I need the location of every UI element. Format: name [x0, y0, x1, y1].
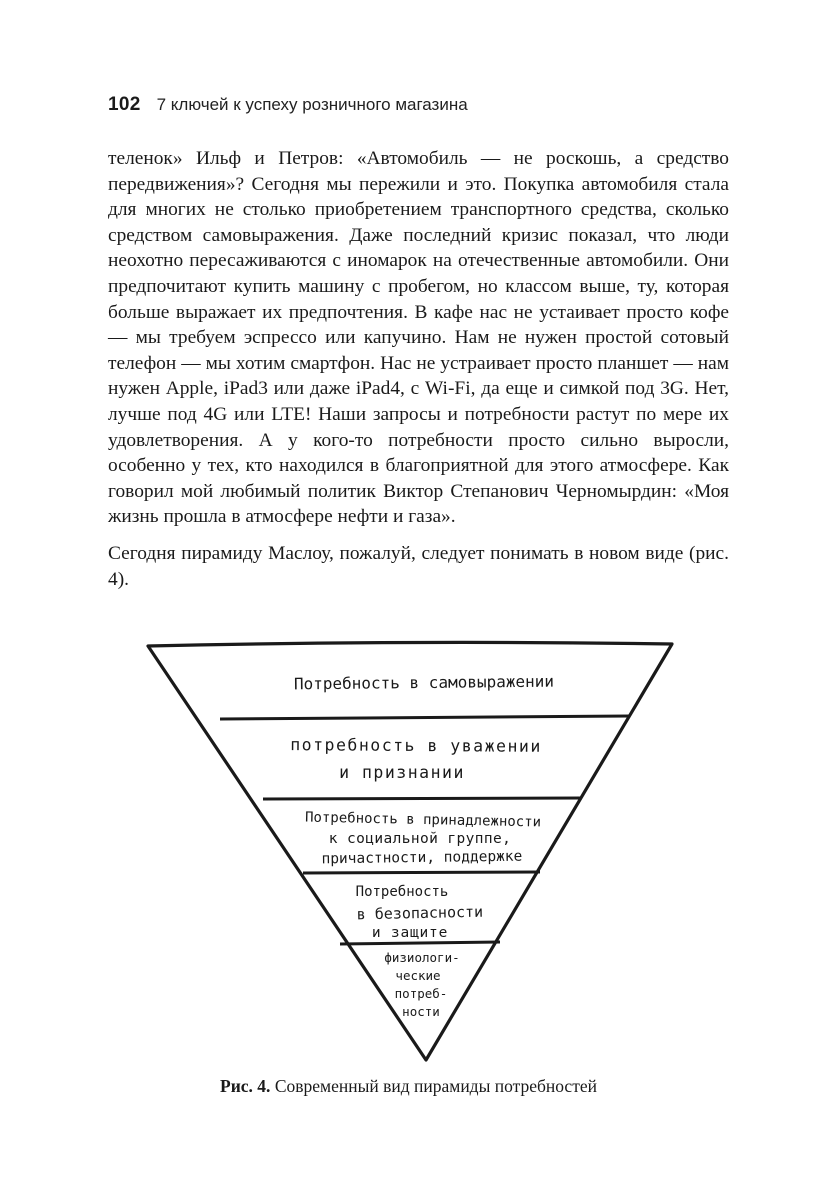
level-divider: [220, 716, 630, 719]
level-label: и защите: [371, 925, 449, 941]
figure-caption: [0, 1076, 817, 1097]
level-label: в безопасности: [356, 902, 484, 924]
level-divider: [340, 942, 500, 944]
level-label: потреб-: [394, 986, 448, 1001]
level-label: Потребность в самовыражении: [293, 671, 555, 694]
paragraph: теленок» Ильф и Петров: «Автомобиль — не роскошь, а средство передвижения»? Сегодня мы пережили и это. Покупка автомобиля стала для многих не столько приобретением транспортного средства, сколько средством самовыражения. Даже последний кризис показал, что люди неохотно пересаживаются с иномарок на отечественные автомобили. Они предпочитают купить машину с пробегом, но классом выше, ту, которая больше выражает их предпочтения. В кафе нас не устаивает просто кофе — мы требуем эспрессо или капучино. Нам не нужен простой сотовый телефон — мы хотим смартфон. Нас не устраивает просто планшет — нам нужен Apple, iPad3 или даже iPad4, с Wi-Fi, да еще и симкой под 3G. Нет, лучше под 4G или LTE! Наши запросы и потребности растут по мере их удовлетворения. А у кого-то потребности просто сильно выросли, особенно у тех, кто находился в благоприятной для этого атмосфере. Как говорил мой любимый политик Виктор Степанович Черномырдин: «Моя жизнь прошла в атмосфере нефти и газа».: [108, 148, 729, 528]
level-label: к социальной группе,: [328, 831, 512, 847]
level-label: Потребность в принадлежности: [304, 809, 542, 831]
level-divider: [303, 872, 540, 873]
page-number: 102: [108, 94, 141, 115]
inverted-pyramid-diagram: [140, 628, 680, 1068]
body-text: [108, 146, 729, 592]
caption-label: Рис. 4.: [220, 1076, 271, 1096]
level-label: физиологи-: [384, 950, 460, 965]
book-title: 7 ключей к успеху розничного магазина: [156, 95, 468, 114]
level-label: потребность в уважении: [290, 735, 542, 756]
level-label: Потребность: [355, 884, 449, 900]
needs-pyramid-figure: [140, 628, 680, 1068]
level-divider: [263, 798, 582, 799]
running-head: [108, 94, 468, 116]
level-label: причастности, поддержке: [321, 848, 523, 868]
paragraph: Сегодня пирамиду Маслоу, пожалуй, следует понимать в новом виде (рис. 4).: [108, 542, 729, 590]
level-label: ческие: [395, 968, 441, 983]
level-label: и признании: [339, 763, 465, 782]
level-label: ности: [402, 1004, 440, 1019]
caption-text: Современный вид пирамиды потребностей: [274, 1076, 597, 1096]
